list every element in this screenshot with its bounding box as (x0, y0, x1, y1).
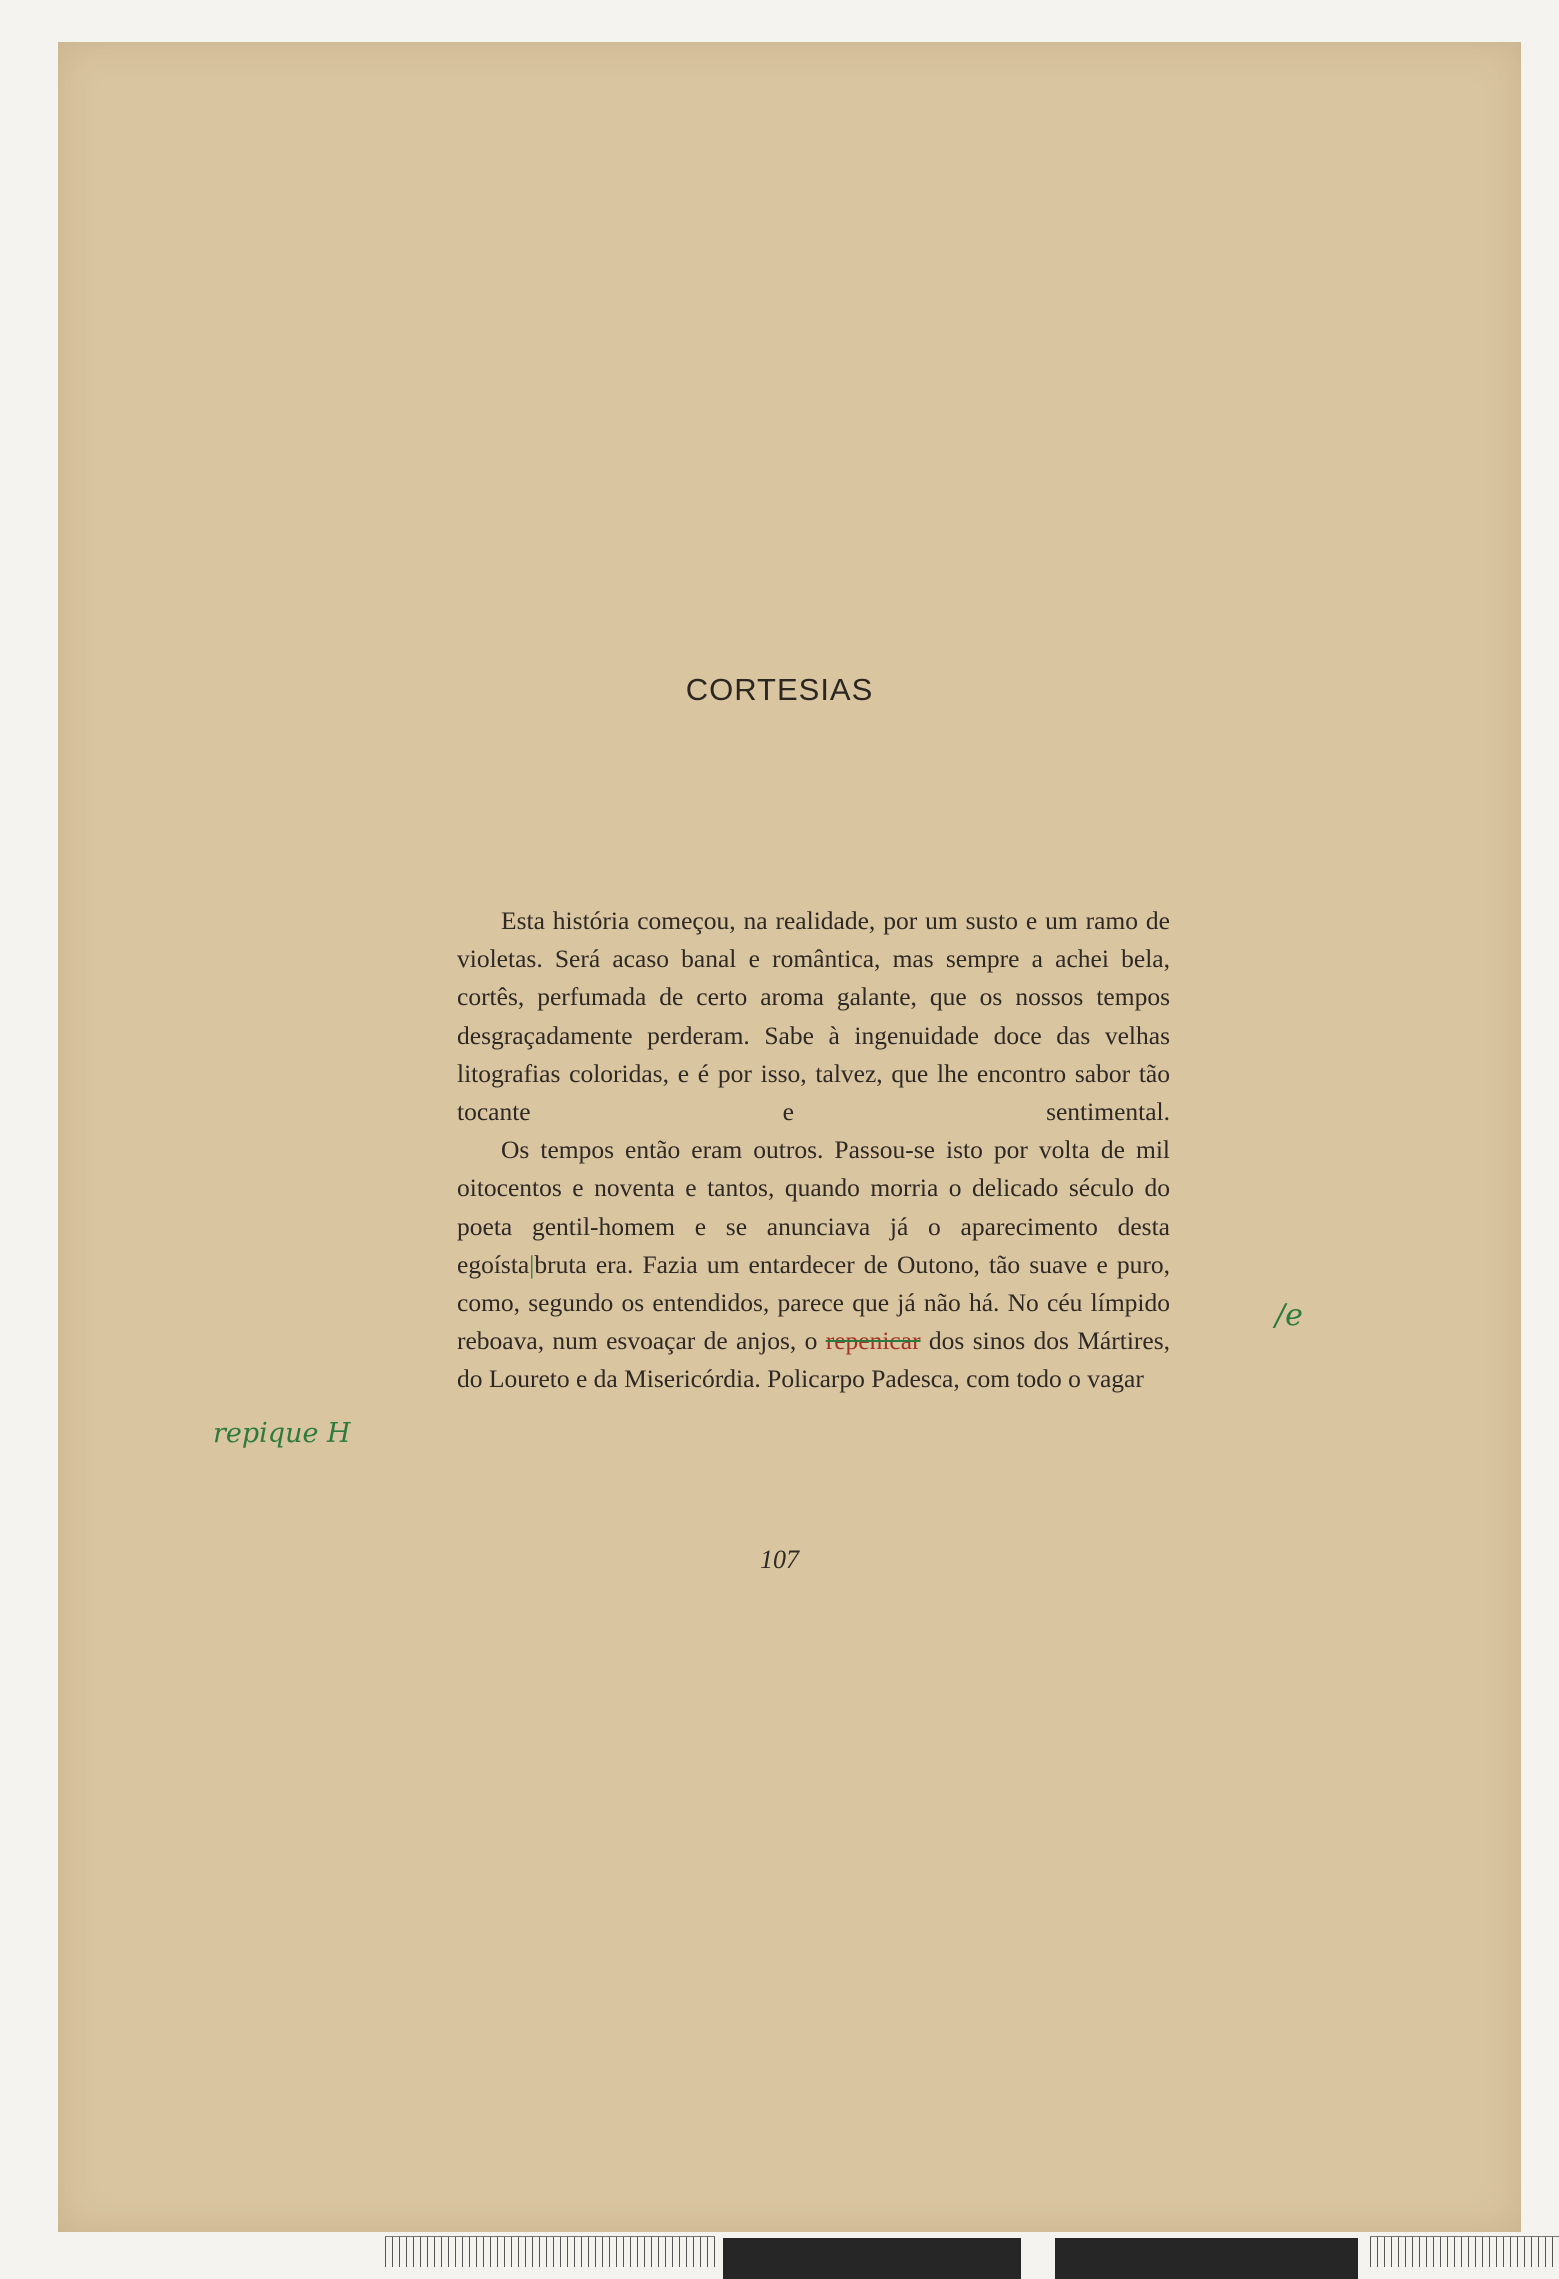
insertion-mark: | (529, 1249, 535, 1279)
page-title: CORTESIAS (685, 672, 874, 707)
ruler-block-2 (1055, 2238, 1358, 2279)
left-margin-annotation: repique H (213, 1418, 351, 1449)
right-margin-annotation: /e (1275, 1298, 1303, 1333)
ruler-ticks-left (385, 2236, 715, 2267)
ruler-block-1 (723, 2238, 1021, 2279)
paragraph-1-text: Esta história começou, na realidade, por um susto e um ramo de violetas. Será acaso banal e romântica, mas sempre a achei bela, cortês, perfumada de certo aroma galante, que os nossos tempos desgraçadamente perderam. Sabe à ingenuidade doce das velhas litografias coloridas, e é por isso, talvez, que lhe encontro sabor tão tocante e sentimental. (457, 906, 1170, 1127)
scale-ruler (385, 2236, 1559, 2279)
paragraph-2 (457, 1131, 1170, 1398)
body-text (457, 902, 1170, 1399)
paragraph-2-text-end: dos sinos dos Mártires, do Loureto e da Misericórdia. Policarpo Padesca, com todo o vagar (457, 1326, 1171, 1394)
paragraph-2-text-start: Os tempos então eram outros. Passou-se isto por volta de mil oitocentos e noventa e tantos, quando morria o delicado século do poeta gentil-homem e se anunciava já o aparecimento desta egoísta (457, 1135, 1170, 1279)
paragraph-2-text-middle: bruta era. Fazia um entardecer de Outono, tão suave e puro, como, segundo os entendidos, parece que já não há. No céu límpido reboava, num esvoaçar de anjos, o (457, 1249, 1170, 1356)
struck-word: repenicar (825, 1326, 921, 1356)
ruler-ticks-right (1370, 2236, 1559, 2267)
page-number: 107 (760, 1545, 799, 1574)
paragraph-1 (457, 902, 1170, 1131)
